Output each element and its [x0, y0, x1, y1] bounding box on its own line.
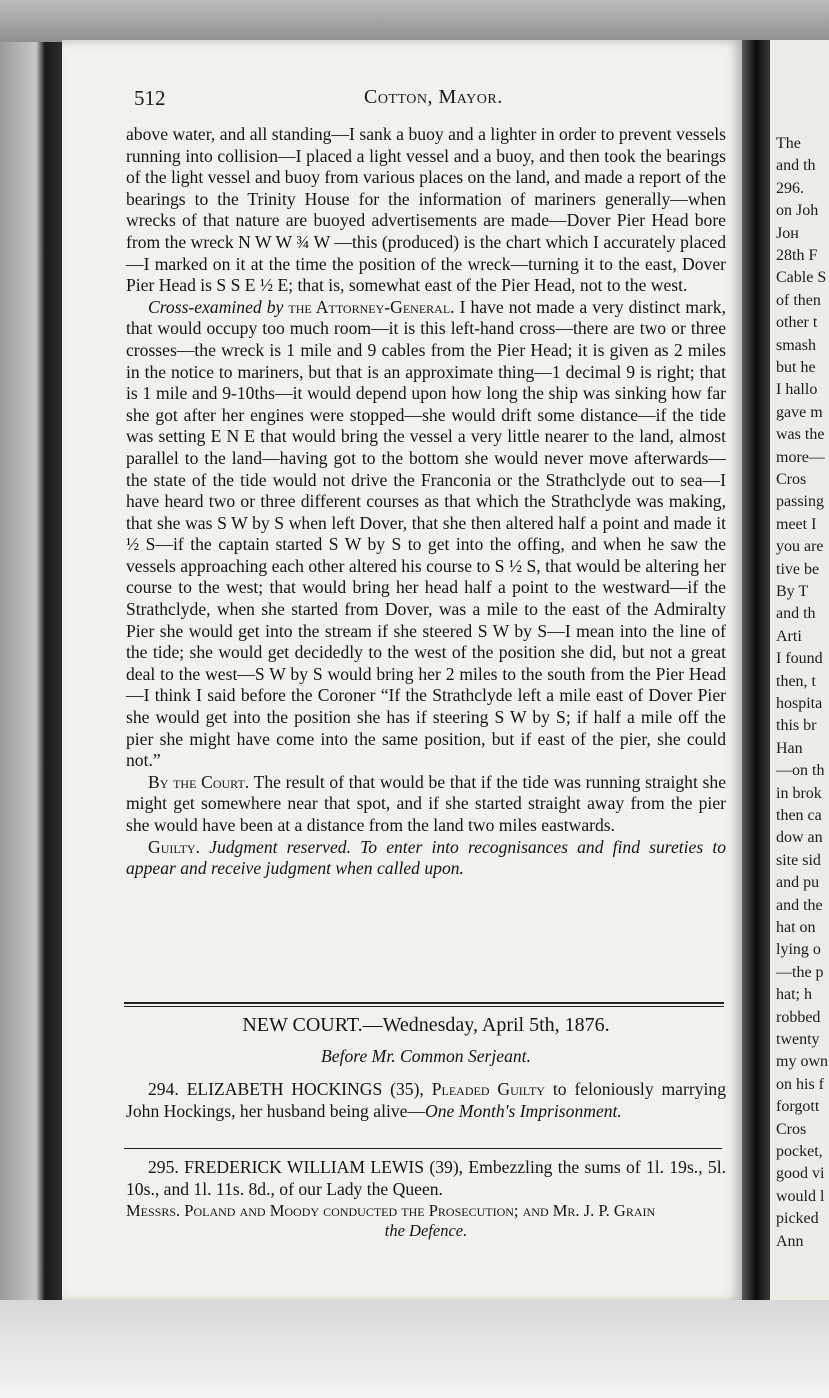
facing-page-line: Arti	[776, 627, 802, 645]
facing-page-line: lying o	[776, 941, 821, 959]
facing-page-line: hospita	[776, 695, 823, 712]
plea: Pleaded Guilty	[431, 1079, 545, 1099]
facing-page-fragment	[770, 40, 829, 1302]
facing-page-line: and th	[776, 157, 816, 175]
facing-page-line: other t	[776, 314, 818, 332]
case-rule	[124, 1148, 722, 1149]
court-before: Before Mr. Common Serjeant.	[321, 1046, 531, 1066]
facing-page-line: in brok	[776, 784, 822, 802]
court-session-title: NEW COURT.—Wednesday, April 5th, 1876.	[242, 1014, 610, 1036]
facing-page-line: Cable S	[776, 269, 827, 287]
facing-page-line: but he	[776, 359, 816, 376]
facing-page-line: and pu	[776, 874, 820, 892]
charge-text: Embezzling the sums of 1l. 19s., 5l. 10s., and 1l. 11s. 8d., of our Lady the Queen.	[126, 1157, 726, 1199]
page-header	[134, 86, 734, 110]
book-gutter	[742, 40, 770, 1302]
facing-page-line: Cros	[776, 1120, 807, 1138]
facing-page-line: gave m	[776, 403, 823, 421]
facing-page-line: dow an	[776, 829, 823, 847]
facing-page-line: forgott	[776, 1098, 820, 1116]
facing-page-line: would l	[776, 1187, 825, 1205]
verdict-label: Guilty.	[148, 836, 200, 857]
sentence: One Month's Imprisonment.	[425, 1101, 622, 1121]
facing-page-line: hat on	[776, 919, 816, 936]
facing-page-line: more—	[776, 448, 825, 466]
facing-page-line: Cros	[776, 471, 807, 488]
facing-page-line: The	[776, 135, 801, 152]
facing-page-line: hat; h	[776, 986, 812, 1004]
running-head: Cotton, Mayor.	[364, 86, 503, 108]
case-number: 294.	[148, 1079, 179, 1099]
case-295	[126, 1156, 726, 1200]
cross-label: Cross-examined by	[148, 296, 284, 317]
court-label: By the Court.	[148, 771, 250, 792]
cross-text: I have not made a very distinct mark, that would occupy too much room—it is this left-hand cross—there are two or three crosses—the wreck is 1 mile and 9 cables from the Pier Head; it is given as 2 miles in the notice to mariners, but that is an approximate thing—1 decimal 9 is right; that is 1 mile and 9-10ths—it would depend upon how long the ship was sinking how far she got after her engines were stopped—she would drift some distance—if the tide was setting E N E that would bring the vessel a very little nearer to the land, almost parallel to the land—having got to the bottom she would never move afterwards—the state of the tide would not drive the Franconia or the Strathclyde out to sea—I have heard two or three different courses as that which the Strathclyde was making, that she was S W by S when left Dover, that she then altered half a point and made it ½ S—if the captain started S W by S to get into the offing, and when he saw the vessels approaching each other altered his course to S ½ S, that would be altering her course to the west; that would bring her head half a point to the westward—if the Strathclyde, when she started from Dover, was a mile to the east of the Admiralty Pier she would get into the stream if she steered S W by S—I mean into the line of the tide; she would get decidedly to the west of the position she did, but not a great deal to the west—S W by S would bring her 2 miles to the south from the Pier Head—I think I said before the Coroner “If the Strathclyde left a mile east of Dover Pier she would get into the position she has if steering S W by S; if half a mile off the pier she might have come into the same position, but if east of the pier, she could not.”	[126, 296, 726, 771]
facing-page-line: good vi	[776, 1165, 825, 1183]
facing-page-line: Han	[776, 739, 803, 757]
facing-page-line: 28th F	[776, 247, 818, 264]
paragraph-court	[126, 772, 726, 837]
counsel-text: Messrs. Poland and Moody conducted the Prosecution; and Mr. J. P. Grain	[126, 1201, 656, 1220]
case-number: 295.	[148, 1157, 179, 1177]
counsel-line	[126, 1200, 726, 1222]
facing-page-line: I hallo	[776, 381, 818, 399]
page-number: 512	[134, 86, 166, 110]
defendant-name: ELIZABETH HOCKINGS (35),	[186, 1079, 424, 1099]
facing-page-line: and the	[776, 896, 823, 914]
page-body	[126, 124, 726, 880]
facing-page-line: By T	[776, 583, 809, 600]
facing-page-line: —on th	[776, 762, 825, 780]
paragraph-evidence: above water, and all standing—I sank a buoy and a lighter in order to prevent vessels running into collision—I placed a light vessel and a buoy, and then took the bearings of the light vessel and buoy from various places on the land, and made a report of the bearings to the Trinity House for the information of mariners generally—when wrecks of that nature are buoyed advertisements are made—Dover Pier Head bore from the wreck N W W ¾ W —this (produced) is the chart which I accurately placed—I marked on it at the time the position of the wreck—turning it to the east, Dover Pier Head is S S E ½ E; that is, somewhat east of the Pier Head, not to the west.	[126, 124, 726, 296]
facing-page-line: meet I	[776, 515, 817, 533]
charge-text: to feloniously marrying John Hockings, her husband being alive—	[126, 1079, 726, 1121]
facing-page-line: picked	[776, 1210, 819, 1228]
facing-page-line: was the	[776, 426, 825, 444]
court-text: The result of that would be that if the tide was running straight she might get somewhere near that spot, and if she started straight away from the pier she would have been at a distance from the land two miles eastwards.	[126, 771, 726, 835]
facing-page-line: tive be	[776, 560, 820, 578]
facing-page-line: on his f	[776, 1075, 824, 1093]
facing-page-line: of then	[776, 291, 821, 309]
facing-page-line: passing	[776, 493, 824, 511]
defence-line: the Defence.	[384, 1221, 468, 1240]
facing-page-line: then, t	[776, 672, 816, 690]
facing-page-line: robbed	[776, 1008, 821, 1026]
facing-page-line: site sid	[776, 851, 821, 869]
facing-page-line: pocket,	[776, 1143, 823, 1160]
facing-page-line: then ca	[776, 807, 822, 824]
facing-page-line: Ann	[776, 1232, 804, 1250]
section-rule	[124, 1002, 724, 1004]
facing-page-line: Joн	[776, 224, 799, 242]
section-rule-thin	[124, 1006, 724, 1007]
facing-page-line: —the p	[776, 963, 824, 981]
scan-background-bottom	[0, 1300, 829, 1398]
paragraph-verdict	[126, 837, 726, 880]
case-294	[126, 1078, 726, 1122]
facing-page-line: twenty	[776, 1031, 820, 1048]
paragraph-cross-examination	[126, 297, 726, 772]
facing-page-line: this br	[776, 717, 817, 735]
facing-page-line: my own	[776, 1053, 828, 1071]
cross-examiner: the Attorney-General.	[288, 296, 455, 317]
facing-page-line: you are	[776, 538, 824, 556]
facing-page-line: I found	[776, 650, 823, 668]
book-left-edge	[0, 42, 60, 1300]
facing-page-line: 296.	[776, 179, 804, 197]
facing-page-line: and th	[776, 605, 816, 623]
facing-page-line: on Joh	[776, 202, 819, 220]
verdict-text: Judgment reserved. To enter into recognisances and find sureties to appear and receive judgment when called upon.	[126, 836, 727, 879]
facing-page-line: smash	[776, 336, 816, 354]
defendant-name: FREDERICK WILLIAM LEWIS (39),	[184, 1157, 464, 1177]
scan-background-top	[0, 0, 829, 42]
